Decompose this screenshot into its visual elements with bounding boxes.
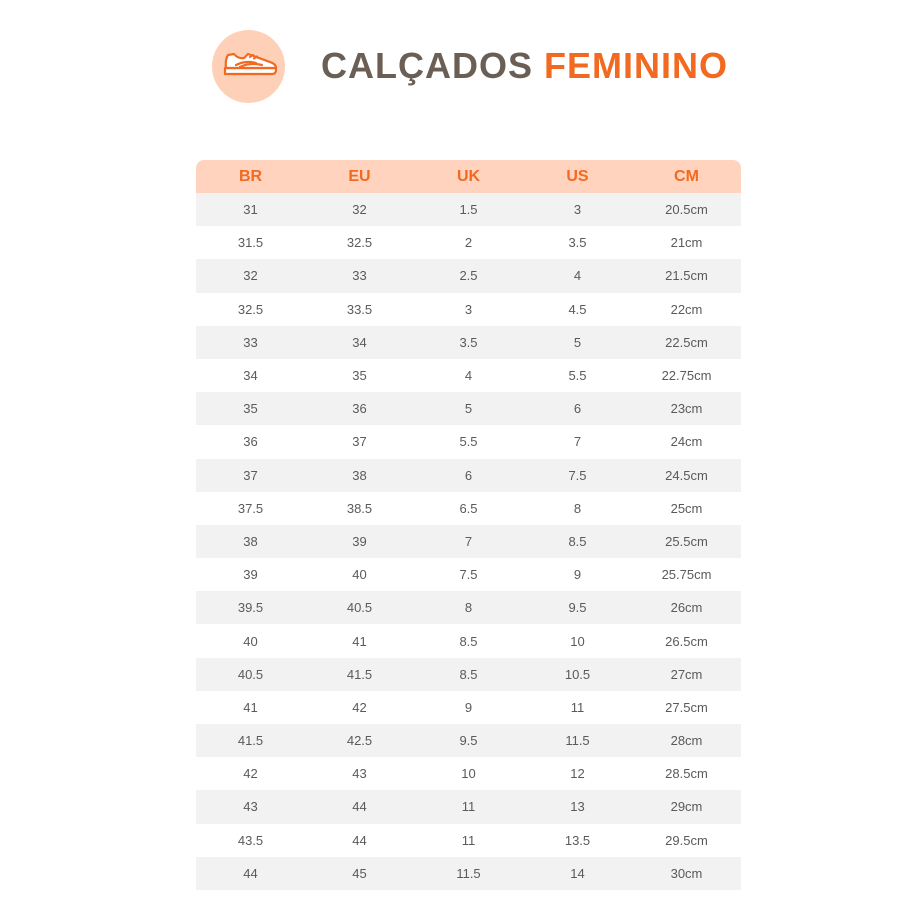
cell-br: 42 <box>196 757 305 790</box>
table-row <box>196 824 741 857</box>
cell-us: 3.5 <box>523 226 632 259</box>
cell-eu: 37 <box>305 425 414 458</box>
cell-eu: 40.5 <box>305 591 414 624</box>
cell-us: 11 <box>523 691 632 724</box>
table-row <box>196 558 741 591</box>
cell-us: 5 <box>523 326 632 359</box>
cell-eu: 41.5 <box>305 658 414 691</box>
cell-uk: 6.5 <box>414 492 523 525</box>
column-header-us: US <box>523 160 632 193</box>
cell-br: 43.5 <box>196 824 305 857</box>
cell-uk: 11 <box>414 824 523 857</box>
cell-cm: 25cm <box>632 492 741 525</box>
cell-br: 40 <box>196 624 305 657</box>
cell-br: 33 <box>196 326 305 359</box>
cell-cm: 27.5cm <box>632 691 741 724</box>
cell-cm: 22.75cm <box>632 359 741 392</box>
table-row <box>196 790 741 823</box>
table-row <box>196 757 741 790</box>
cell-cm: 24.5cm <box>632 459 741 492</box>
cell-eu: 35 <box>305 359 414 392</box>
logo-badge <box>212 30 285 103</box>
cell-us: 7.5 <box>523 459 632 492</box>
cell-cm: 22cm <box>632 293 741 326</box>
cell-eu: 34 <box>305 326 414 359</box>
cell-br: 38 <box>196 525 305 558</box>
cell-br: 31.5 <box>196 226 305 259</box>
cell-cm: 29.5cm <box>632 824 741 857</box>
cell-uk: 3.5 <box>414 326 523 359</box>
cell-eu: 44 <box>305 790 414 823</box>
table-row <box>196 359 741 392</box>
column-header-eu: EU <box>305 160 414 193</box>
cell-us: 9.5 <box>523 591 632 624</box>
cell-cm: 28cm <box>632 724 741 757</box>
cell-uk: 3 <box>414 293 523 326</box>
table-row <box>196 326 741 359</box>
cell-uk: 7.5 <box>414 558 523 591</box>
cell-us: 3 <box>523 193 632 226</box>
cell-us: 13 <box>523 790 632 823</box>
cell-eu: 36 <box>305 392 414 425</box>
cell-br: 37 <box>196 459 305 492</box>
cell-br: 32 <box>196 259 305 292</box>
cell-br: 36 <box>196 425 305 458</box>
cell-uk: 1.5 <box>414 193 523 226</box>
cell-uk: 5.5 <box>414 425 523 458</box>
column-header-uk: UK <box>414 160 523 193</box>
table-body <box>196 193 741 890</box>
table-row <box>196 459 741 492</box>
cell-us: 4 <box>523 259 632 292</box>
cell-br: 39 <box>196 558 305 591</box>
cell-eu: 41 <box>305 624 414 657</box>
title-part-feminino: FEMININO <box>544 45 729 86</box>
cell-br: 32.5 <box>196 293 305 326</box>
cell-us: 5.5 <box>523 359 632 392</box>
table-row <box>196 624 741 657</box>
cell-br: 44 <box>196 857 305 890</box>
cell-br: 34 <box>196 359 305 392</box>
column-header-cm: CM <box>632 160 741 193</box>
cell-uk: 2.5 <box>414 259 523 292</box>
table-row <box>196 691 741 724</box>
cell-cm: 27cm <box>632 658 741 691</box>
cell-eu: 38 <box>305 459 414 492</box>
cell-us: 14 <box>523 857 632 890</box>
cell-us: 8 <box>523 492 632 525</box>
table-row <box>196 392 741 425</box>
cell-us: 9 <box>523 558 632 591</box>
cell-cm: 22.5cm <box>632 326 741 359</box>
cell-cm: 26cm <box>632 591 741 624</box>
cell-cm: 25.75cm <box>632 558 741 591</box>
cell-cm: 28.5cm <box>632 757 741 790</box>
cell-us: 8.5 <box>523 525 632 558</box>
cell-uk: 9.5 <box>414 724 523 757</box>
cell-eu: 44 <box>305 824 414 857</box>
page-title <box>321 44 728 88</box>
cell-cm: 21.5cm <box>632 259 741 292</box>
cell-us: 4.5 <box>523 293 632 326</box>
page-header <box>0 0 918 130</box>
table-row <box>196 226 741 259</box>
cell-uk: 8.5 <box>414 624 523 657</box>
table-row <box>196 259 741 292</box>
cell-cm: 21cm <box>632 226 741 259</box>
cell-us: 12 <box>523 757 632 790</box>
cell-cm: 23cm <box>632 392 741 425</box>
cell-us: 13.5 <box>523 824 632 857</box>
cell-uk: 11.5 <box>414 857 523 890</box>
cell-eu: 32 <box>305 193 414 226</box>
table-row <box>196 591 741 624</box>
cell-uk: 11 <box>414 790 523 823</box>
cell-uk: 8 <box>414 591 523 624</box>
cell-br: 37.5 <box>196 492 305 525</box>
cell-br: 39.5 <box>196 591 305 624</box>
cell-us: 7 <box>523 425 632 458</box>
cell-eu: 33 <box>305 259 414 292</box>
cell-uk: 7 <box>414 525 523 558</box>
cell-cm: 30cm <box>632 857 741 890</box>
cell-br: 43 <box>196 790 305 823</box>
cell-eu: 32.5 <box>305 226 414 259</box>
cell-eu: 33.5 <box>305 293 414 326</box>
table-row <box>196 492 741 525</box>
title-part-calcados: CALÇADOS <box>321 45 533 86</box>
cell-uk: 5 <box>414 392 523 425</box>
cell-cm: 26.5cm <box>632 624 741 657</box>
table-row <box>196 425 741 458</box>
cell-uk: 8.5 <box>414 658 523 691</box>
table-header-row <box>196 160 741 193</box>
column-header-br: BR <box>196 160 305 193</box>
cell-us: 6 <box>523 392 632 425</box>
table-row <box>196 658 741 691</box>
cell-eu: 42 <box>305 691 414 724</box>
cell-br: 41 <box>196 691 305 724</box>
table-row <box>196 724 741 757</box>
cell-us: 10.5 <box>523 658 632 691</box>
cell-eu: 42.5 <box>305 724 414 757</box>
cell-eu: 45 <box>305 857 414 890</box>
cell-uk: 2 <box>414 226 523 259</box>
sneaker-icon <box>212 30 285 103</box>
table-row <box>196 857 741 890</box>
cell-cm: 20.5cm <box>632 193 741 226</box>
cell-us: 11.5 <box>523 724 632 757</box>
cell-us: 10 <box>523 624 632 657</box>
cell-cm: 29cm <box>632 790 741 823</box>
size-chart-table <box>196 160 741 890</box>
cell-br: 35 <box>196 392 305 425</box>
cell-br: 31 <box>196 193 305 226</box>
cell-br: 40.5 <box>196 658 305 691</box>
cell-eu: 38.5 <box>305 492 414 525</box>
cell-uk: 10 <box>414 757 523 790</box>
cell-eu: 40 <box>305 558 414 591</box>
cell-uk: 9 <box>414 691 523 724</box>
cell-cm: 25.5cm <box>632 525 741 558</box>
cell-br: 41.5 <box>196 724 305 757</box>
cell-eu: 43 <box>305 757 414 790</box>
cell-uk: 4 <box>414 359 523 392</box>
table-row <box>196 193 741 226</box>
cell-uk: 6 <box>414 459 523 492</box>
table-row <box>196 525 741 558</box>
cell-cm: 24cm <box>632 425 741 458</box>
cell-eu: 39 <box>305 525 414 558</box>
table-row <box>196 293 741 326</box>
